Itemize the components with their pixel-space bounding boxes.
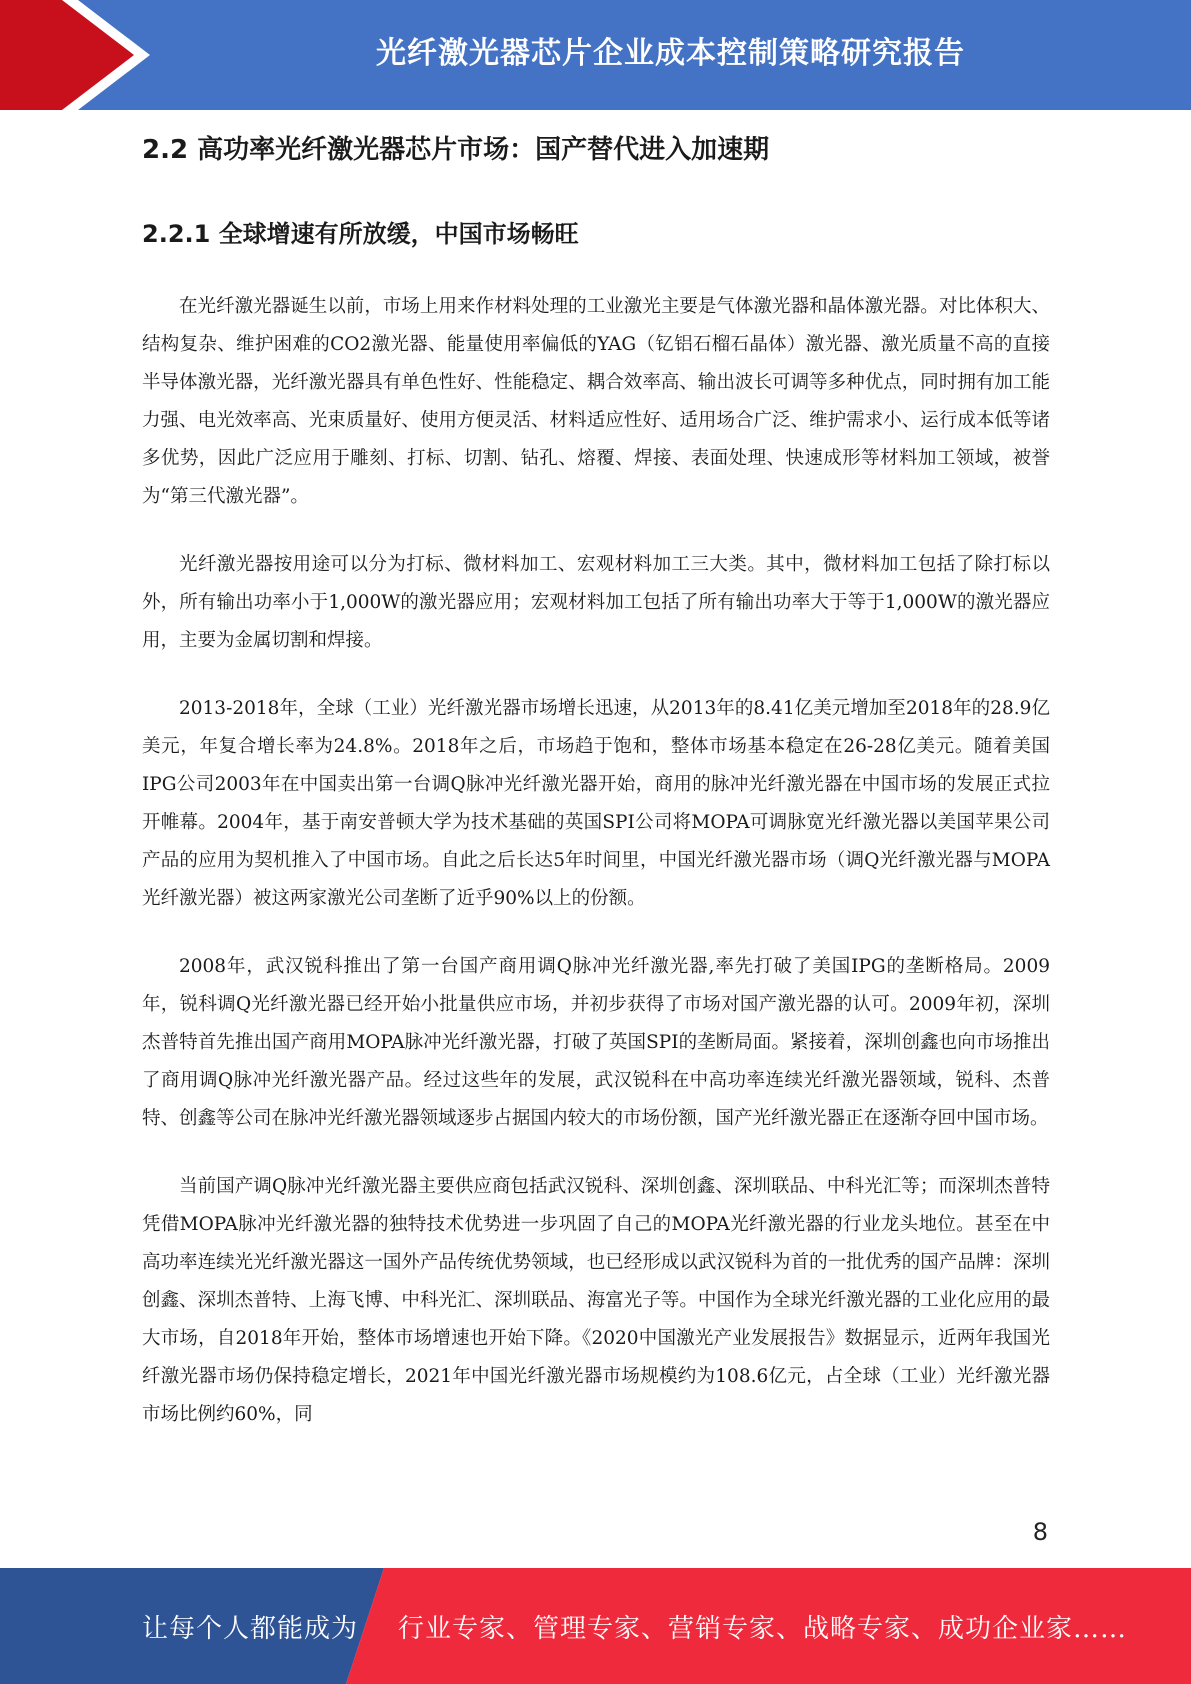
paragraph: 在光纤激光器诞生以前，市场上用来作材料处理的工业激光主要是气体激光器和晶体激光器。对比体积大、结构复杂、维护困难的CO2激光器、能量使用率偏低的YAG（钇铝石榴石晶体）激光器、激光质量不高的直接半导体激光器，光纤激光器具有单色性好、性能稳定、耦合效率高、输出波长可调等多种优点，同时拥有加工能力强、电光效率高、光束质量好、使用方便灵活、材料适应性好、适用场合广泛、维护需求小、运行成本低等诸多优势，因此广泛应用于雕刻、打标、切割、钻孔、熔覆、焊接、表面处理、快速成形等材料加工领域，被誉为“第三代激光器”。 xyxy=(142,296,1050,507)
report-title: 光纤激光器芯片企业成本控制策略研究报告 xyxy=(376,36,965,71)
paragraph: 当前国产调Q脉冲光纤激光器主要供应商包括武汉锐科、深圳创鑫、深圳联品、中科光汇等；而深圳杰普特凭借MOPA脉冲光纤激光器的独特技术优势进一步巩固了自己的MOPA光纤激光器的行业龙头地位。甚至在中高功率连续光光纤激光器这一国外产品传统优势领域，也已经形成以武汉锐科为首的一批优秀的国产品牌：深圳创鑫、深圳杰普特、上海飞博、中科光汇、深圳联品、海富光子等。中国作为全球光纤激光器的工业化应用的最大市场，自2018年开始，整体市场增速也开始下降。《2020中国激光产业发展报告》数据显示，近两年我国光纤激光器市场仍保持稳定增长，2021年中国光纤激光器市场规模约为108.6亿元，占全球（工业）光纤激光器市场比例约60%，同 xyxy=(142,1176,1050,1425)
page-header xyxy=(0,0,1191,110)
footer-slogan-left: 让每个人都能成为 xyxy=(142,1613,359,1644)
footer-slogan-right: 行业专家、管理专家、营销专家、战略专家、成功企业家…… xyxy=(398,1613,1128,1644)
page-number: 8 xyxy=(1032,1518,1048,1546)
subsection-heading: 2.2.1 全球增速有所放缓，中国市场畅旺 xyxy=(142,220,579,248)
paragraph: 光纤激光器按用途可以分为打标、微材料加工、宏观材料加工三大类。其中，微材料加工包括了除打标以外，所有输出功率小于1,000W的激光器应用；宏观材料加工包括了所有输出功率大于等于1,000W的激光器应用，主要为金属切割和焊接。 xyxy=(142,554,1050,651)
main-content xyxy=(142,130,1050,1434)
paragraph: 2008年，武汉锐科推出了第一台国产商用调Q脉冲光纤激光器,率先打破了美国IPG的垄断格局。2009年，锐科调Q光纤激光器已经开始小批量供应市场，并初步获得了市场对国产激光器的认可。2009年初，深圳杰普特首先推出国产商用MOPA脉冲光纤激光器，打破了英国SPI的垄断局面。紧接着，深圳创鑫也向市场推出了商用调Q脉冲光纤激光器产品。经过这些年的发展，武汉锐科在中高功率连续光纤激光器领域，锐科、杰普特、创鑫等公司在脉冲光纤激光器领域逐步占据国内较大的市场份额，国产光纤激光器正在逐渐夺回中国市场。 xyxy=(142,956,1050,1129)
page-footer xyxy=(0,1568,1191,1684)
header-chevron-decoration xyxy=(0,0,160,110)
paragraph: 2013-2018年，全球（工业）光纤激光器市场增长迅速，从2013年的8.41亿美元增加至2018年的28.9亿美元，年复合增长率为24.8%。2018年之后，市场趋于饱和，整体市场基本稳定在26-28亿美元。随着美国IPG公司2003年在中国卖出第一台调Q脉冲光纤激光器开始，商用的脉冲光纤激光器在中国市场的发展正式拉开帷幕。2004年，基于南安普顿大学为技术基础的英国SPI公司将MOPA可调脉宽光纤激光器以美国苹果公司产品的应用为契机推入了中国市场。自此之后长达5年时间里，中国光纤激光器市场（调Q光纤激光器与MOPA光纤激光器）被这两家激光公司垄断了近乎90%以上的份额。 xyxy=(142,698,1050,909)
section-heading: 2.2 高功率光纤激光器芯片市场：国产替代进入加速期 xyxy=(142,135,770,165)
